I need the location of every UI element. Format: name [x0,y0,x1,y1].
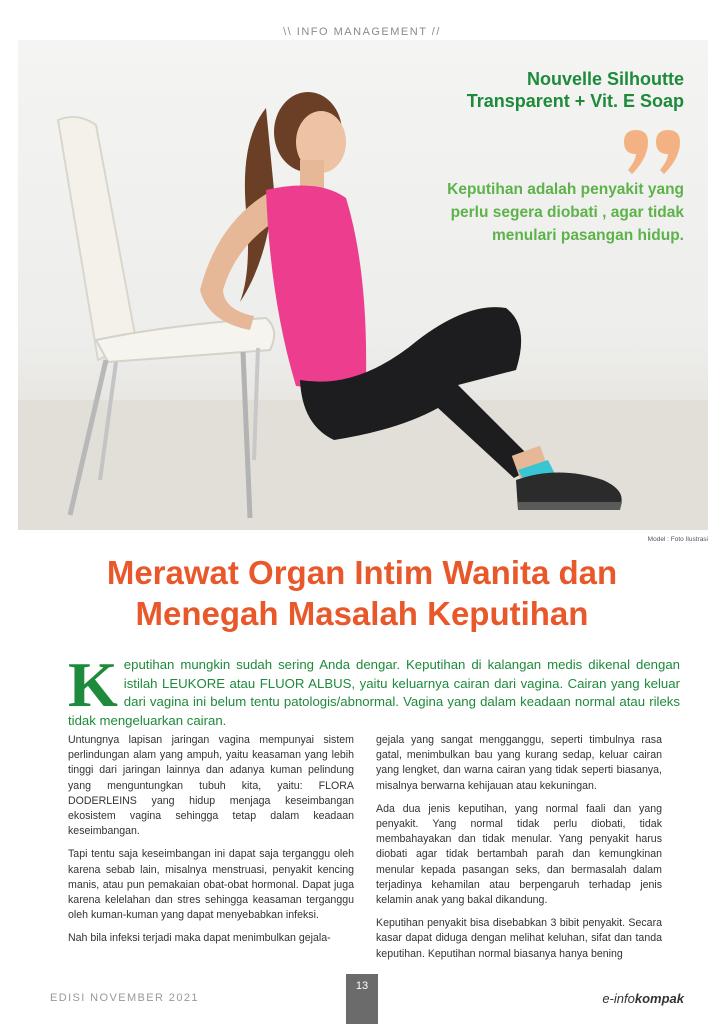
body-paragraph: Tapi tentu saja keseimbangan ini dapat saja terganggu oleh karena sebab lain, misalnya menstruasi, penyakit kencing manis, atau pun pemakaian obat-obat hormonal. Dapat juga karena kelelahan dan stres sehingga keasaman terganggu oleh kuman-kuman yang dapat menyebabkan infeksi. [68,848,354,922]
product-name [467,68,684,112]
pull-quote: Keputihan adalah penyakit yang perlu segera diobati , agar tidak menulari pasangan hidup. [447,181,684,244]
quote-mark-icon [620,128,686,178]
headline-line-1: Merawat Organ Intim Wanita dan [106,554,618,591]
brand-logo [602,991,684,1006]
body-paragraph: Nah bila infeksi terjadi maka dapat menimbulkan gejala- [68,932,331,945]
hero-photo [18,40,708,530]
lead-text: eputihan mungkin sudah sering Anda dengar. Keputihan di kalangan medis dikenal dengan istilah LEUKORE atau FLUOR ALBUS, yaitu keluarnya cairan dari vagina. Cairan yang keluar dari vagina ini belum tentu patologis/abnormal. Vagina yang dalam keadaan normal atau rileks tidak mengeluarkan cairan. [68,657,680,728]
brand-prefix: e-info [602,991,635,1006]
woman-tricep-dip-illustration [18,40,708,530]
product-name-line-1: Nouvelle Silhoutte [526,69,684,89]
brand-bold: kompak [634,991,684,1006]
body-paragraph: Keputihan penyakit bisa disebabkan 3 bibit penyakit. Secara kasar dapat diduga dengan melihat keluhan, sifat dan tanda keputihan. Keputihan normal biasanya hanya bening [376,917,662,960]
page-number: 13 [346,974,378,1024]
body-paragraph: gejala yang sangat mengganggu, seperti timbulnya rasa gatal, menimbulkan bau yang kurang sedap, keluar cairan yang lengket, dan warna cairan yang tidak seperti biasanya, misalnya berwarna kehijauan atau kekuningan. [376,734,662,792]
body-column-left [68,733,354,955]
headline-line-2: Menegah Masalah Keputihan [135,595,589,632]
edition-label: EDISI NOVEMBER 2021 [50,992,199,1004]
photo-caption: Model : Foto Ilustrasi [647,536,708,543]
body-paragraph: Untungnya lapisan jaringan vagina mempunyai sistem perlindungan alam yang ampuh, yaitu keasaman yang lebih tinggi dari jaringan lainnya dan adanya kuman pelindung yang menguntungkan tubuh kita, yaitu: FLORA DODERLEINS yang hidup menjaga keseimbangan ekosistem vagina sehingga tetap dalam keadaan keseimbangan. [68,734,354,838]
lead-paragraph [68,649,680,730]
section-tag: \\ INFO MANAGEMENT // [283,26,441,38]
body-column-right [376,733,662,970]
dropcap: K [68,649,118,720]
body-paragraph: Ada dua jenis keputihan, yang normal faali dan yang penyakit. Yang normal tidak perlu diobati, tidak membahayakan dan tidak menular. Yang penyakit harus diobati agar tidak bertambah parah dan kemungkinan menular kepada pasangan seks, dan bermasalah dalam terjadinya kehamilan atau berpengaruh terhadap jenis kelamin anak yang bakal dikandung. [376,802,662,907]
product-name-line-2: Transparent + Vit. E Soap [466,91,684,111]
headline [0,552,724,634]
